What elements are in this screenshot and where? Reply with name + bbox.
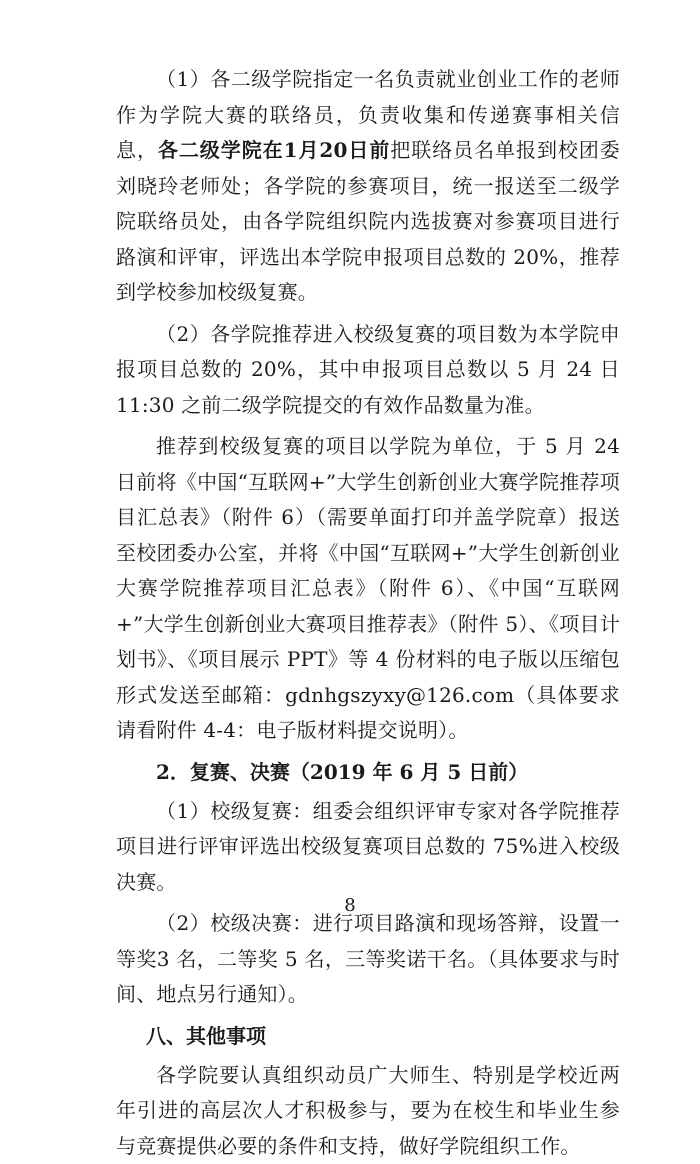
paragraph-liaison-text-c: 把联络员名单报到校团委刘晓玲老师处；各学院的参赛项目，统一报送至二级学院联络员处，由各学院组织院内选拔赛对参赛项目进行路演和评审，评选出本学院申报项目总数的 20%，推荐到学校参加校级复赛。 bbox=[116, 138, 620, 304]
paragraph-school-rematch: （1）校级复赛：组委会组织评审专家对各学院推荐项目进行评审评选出校级复赛项目总数的 75%进入校级决赛。 bbox=[116, 794, 620, 901]
page-number: 8 bbox=[0, 895, 700, 916]
section-heading-rematch-final: 2．复赛、决赛（2019 年 6 月 5 日前） bbox=[116, 755, 620, 790]
paragraph-liaison bbox=[116, 62, 620, 311]
paragraph-submission: 推荐到校级复赛的项目以学院为单位，于 5 月 24 日前将《中国“互联网+”大学生创新创业大赛学院推荐项目汇总表》（附件 6）（需要单面打印并盖学院章）报送至校团委办公室，并将《中国“互联网+”大学生创新创业大赛学院推荐项目汇总表》（附件 6）、《中国“互联网+”大学生创新创业大赛项目推荐表》（附件 5）、《项目计划书》、《项目展示 PPT》等 4 份材料的电子版以压缩包形式发送至邮箱：gdnhgszyxy@126.com（具体要求请看附件 4-4：电子版材料提交说明）。 bbox=[116, 429, 620, 749]
paragraph-recommend-count: （2）各学院推荐进入校级复赛的项目数为本学院申报项目总数的 20%，其中申报项目总数以 5 月 24 日 11:30 之前二级学院提交的有效作品数量为准。 bbox=[116, 317, 620, 424]
paragraph-other-matters: 各学院要认真组织动员广大师生、特别是学校近两年引进的高层次人才积极参与，要为在校生和毕业生参与竞赛提供必要的条件和支持，做好学院组织工作。 bbox=[116, 1058, 620, 1164]
paragraph-liaison-text-a: （1）各二级学院指定一名负责就业创业工作的老师作为学院大赛的联络员，负责收集和传递赛事相关信息， bbox=[116, 67, 620, 162]
paragraph-liaison-deadline: 各二级学院在1月20日前 bbox=[158, 138, 390, 162]
paragraph-school-final: （2）校级决赛：进行项目路演和现场答辩，设置一等奖3 名，二等奖 5 名，三等奖诺干名。（具体要求与时间、地点另行通知）。 bbox=[116, 906, 620, 1013]
section-heading-other-matters: 八、其他事项 bbox=[116, 1019, 620, 1054]
